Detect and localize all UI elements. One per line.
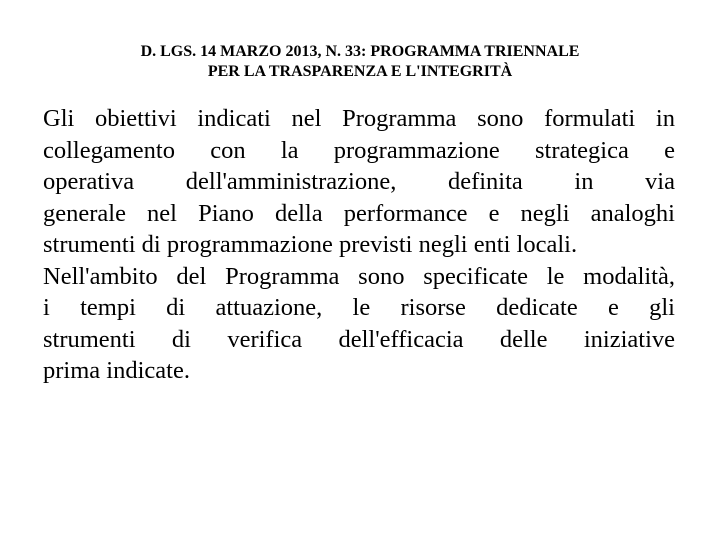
paragraph-line: strumenti di verifica dell'efficacia delle iniziative	[43, 325, 675, 353]
paragraph-line: strumenti di programmazione previsti negli enti locali.	[43, 231, 578, 258]
slide-title-line-2: PER LA TRASPARENZA E L'INTEGRITÀ	[207, 63, 513, 80]
paragraph-line: i tempi di attuazione, le risorse dedicate e gli	[43, 294, 675, 321]
paragraph-line: Gli obiettivi indicati nel Programma sono formulati in	[43, 105, 675, 132]
paragraph-modalities	[43, 261, 675, 387]
slide-title	[60, 42, 660, 82]
paragraph-objectives	[43, 103, 675, 261]
paragraph-line: prima indicate.	[43, 357, 190, 384]
slide-body	[43, 103, 675, 387]
paragraph-line: collegamento con la programmazione strategica e	[43, 136, 675, 164]
paragraph-line: Nell'ambito del Programma sono specificate le modalità,	[43, 262, 675, 290]
paragraph-line: operativa dell'amministrazione, definita in via	[43, 168, 675, 195]
paragraph-line: generale nel Piano della performance e negli analoghi	[43, 199, 675, 227]
slide-title-line-1: D. LGS. 14 MARZO 2013, N. 33: PROGRAMMA TRIENNALE	[140, 43, 580, 60]
